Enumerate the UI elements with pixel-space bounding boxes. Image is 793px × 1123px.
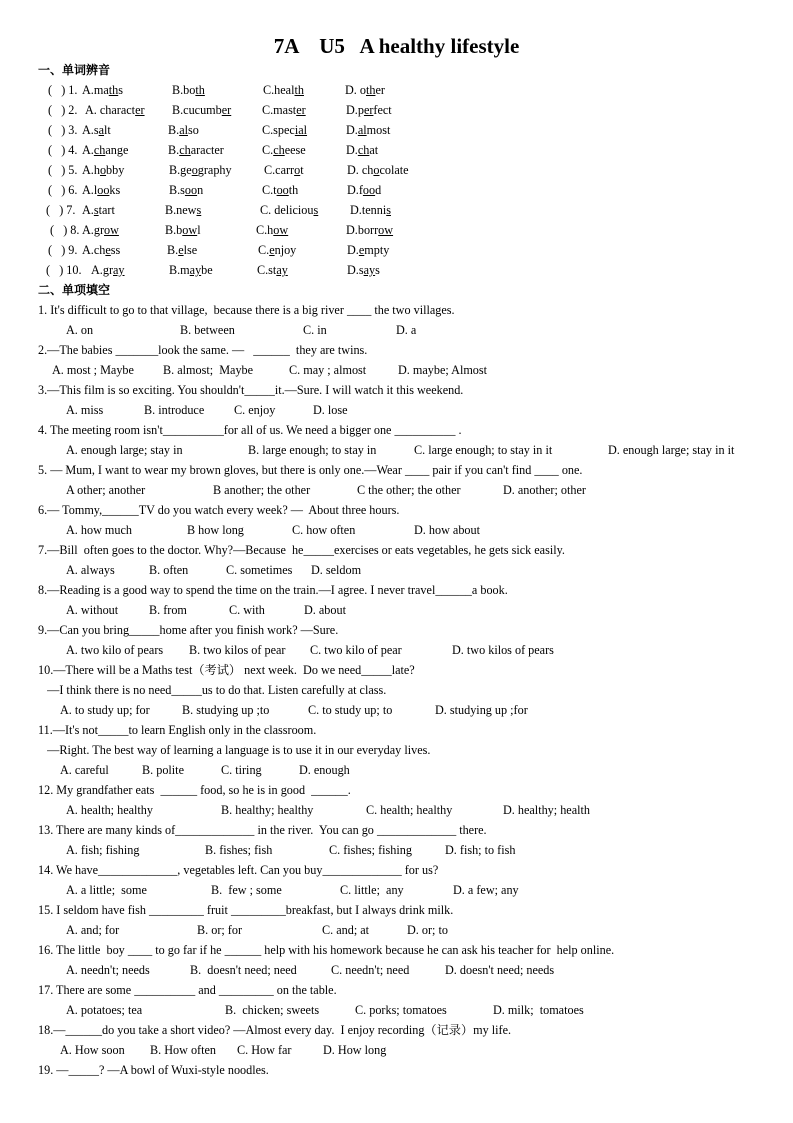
underlined-letters: ch — [93, 143, 106, 157]
answer-option: C. how often — [292, 523, 356, 537]
answer-option: B. chicken; sweets — [225, 1003, 320, 1017]
word-option: D.chat — [346, 143, 379, 157]
answer-option: B. two kilos of pear — [189, 643, 286, 657]
answer-option: D. studying up ;for — [435, 703, 528, 717]
underlined-letters: s — [386, 203, 391, 217]
answer-bracket: ( ) 7. — [46, 203, 76, 217]
word-option: D.empty — [347, 243, 390, 257]
question-stem-continued: —I think there is no need_____us to do that. Listen carefully at class. — [38, 683, 387, 697]
word-option: D.perfect — [346, 103, 392, 117]
word-option: A.looks — [82, 183, 121, 197]
answer-option: C. in — [303, 323, 327, 337]
underlined-letters: ch — [357, 143, 370, 157]
question-stem: 6.— Tommy,______TV do you watch every week? — About three hours. — [38, 503, 400, 517]
answer-option: B. polite — [142, 763, 184, 777]
answer-option: C. may ; almost — [289, 363, 367, 377]
word-option: B.else — [167, 243, 198, 257]
answer-option: B. large enough; to stay in — [248, 443, 377, 457]
section-heading: 一、单词辨音 — [38, 63, 111, 77]
answer-option: D. how about — [414, 523, 481, 537]
word-option: C. delicious — [260, 203, 319, 217]
answer-option: D. or; to — [407, 923, 448, 937]
answer-option: D. enough — [299, 763, 350, 777]
word-option: A.change — [82, 143, 129, 157]
underlined-letters: ow — [104, 223, 119, 237]
question-stem: 11.—It's not_____to learn English only in the classroom. — [38, 723, 317, 737]
question-stem: 4. The meeting room isn't__________for all of us. We need a bigger one __________ . — [38, 423, 462, 437]
answer-option: B. between — [180, 323, 235, 337]
underlined-letters: er — [363, 103, 374, 117]
underlined-letters: e — [178, 243, 184, 257]
question-stem: 12. My grandfather eats ______ food, so he is in good ______. — [38, 783, 351, 797]
answer-option: A. fish; fishing — [66, 843, 140, 857]
answer-option: B. healthy; healthy — [221, 803, 314, 817]
underlined-letters: ch — [179, 143, 191, 157]
answer-option: C. large enough; to stay in it — [414, 443, 553, 457]
answer-bracket: ( ) 5. — [48, 163, 78, 177]
word-option: C.tooth — [262, 183, 299, 197]
word-option: A.hobby — [82, 163, 125, 177]
question-stem: 19. —_____? —A bowl of Wuxi-style noodles. — [38, 1063, 269, 1077]
answer-option: A. health; healthy — [66, 803, 153, 817]
word-option: B.bowl — [165, 223, 201, 237]
question-stem: 8.—Reading is a good way to spend the time on the train.—I agree. I never travel______a book. — [38, 583, 508, 597]
word-option: C.master — [262, 103, 306, 117]
question-stem-continued: —Right. The best way of learning a language is to use it in our everyday lives. — [38, 743, 431, 757]
answer-option: A. a little; some — [66, 883, 147, 897]
underlined-letters: s — [313, 203, 319, 217]
underlined-letters: th — [108, 83, 119, 97]
word-option: D.food — [347, 183, 382, 197]
answer-option: A. always — [66, 563, 115, 577]
word-option: A.maths — [82, 83, 123, 97]
question-stem: 15. I seldom have fish _________ fruit _________breakfast, but I always drink milk. — [38, 903, 454, 917]
word-option: B.geography — [169, 163, 232, 177]
underlined-letters: ay — [363, 263, 376, 277]
underlined-letters: ay — [189, 263, 202, 277]
question-stem: 9.—Can you bring_____home after you finish work? —Sure. — [38, 623, 339, 637]
answer-option: C. with — [229, 603, 265, 617]
underlined-letters: th — [195, 83, 205, 97]
answer-bracket: ( ) 1. — [48, 83, 78, 97]
word-option: C.cheese — [262, 143, 306, 157]
word-option: A. character — [85, 103, 145, 117]
answer-option: A. potatoes; tea — [66, 1003, 143, 1017]
answer-option: C. needn't; need — [331, 963, 410, 977]
answer-option: A. how much — [66, 523, 133, 537]
word-option: C.how — [256, 223, 289, 237]
underlined-letters: oo — [362, 183, 376, 197]
word-option: B.maybe — [169, 263, 213, 277]
answer-option: D. enough large; stay in it — [608, 443, 735, 457]
underlined-letters: ow — [378, 223, 394, 237]
underlined-letters: o — [99, 163, 107, 177]
answer-bracket: ( ) 8. — [50, 223, 80, 237]
underlined-letters: th — [294, 83, 304, 97]
answer-option: D. about — [304, 603, 346, 617]
answer-option: D. healthy; health — [503, 803, 590, 817]
underlined-letters: oo — [184, 183, 198, 197]
word-option: D.borrow — [346, 223, 394, 237]
answer-option: A. and; for — [66, 923, 120, 937]
word-option: B.both — [172, 83, 205, 97]
answer-option: B another; the other — [213, 483, 311, 497]
word-option: D. chocolate — [347, 163, 409, 177]
underlined-letters: ow — [182, 223, 198, 237]
answer-option: C. health; healthy — [366, 803, 453, 817]
word-option: C.carrot — [264, 163, 304, 177]
underlined-letters: o — [191, 163, 198, 177]
underlined-letters: ch — [273, 143, 285, 157]
word-option: A.gray — [91, 263, 125, 277]
answer-option: D. maybe; Almost — [398, 363, 488, 377]
word-option: B.news — [165, 203, 202, 217]
page-title: 7A U5 A healthy lifestyle — [273, 34, 520, 58]
underlined-letters: ay — [276, 263, 288, 277]
answer-option: C. How far — [237, 1043, 292, 1057]
word-option: D. other — [345, 83, 385, 97]
underlined-letters: o — [373, 163, 380, 177]
underlined-letters: oo — [276, 183, 289, 197]
word-option: A.grow — [82, 223, 119, 237]
question-stem: 10.—There will be a Maths test（考试） next week. Do we need_____late? — [38, 663, 415, 677]
answer-option: D. How long — [323, 1043, 387, 1057]
answer-option: C. and; at — [322, 923, 370, 937]
word-option: A.chess — [82, 243, 121, 257]
answer-option: C the other; the other — [357, 483, 461, 497]
question-stem: 3.—This film is so exciting. You shouldn't_____it.—Sure. I will watch it this weekend. — [38, 383, 464, 397]
word-option: C.enjoy — [258, 243, 297, 257]
answer-option: A. enough large; stay in — [66, 443, 183, 457]
answer-option: A other; another — [66, 483, 146, 497]
question-stem: 14. We have_____________, vegetables left. Can you buy_____________ for us? — [38, 863, 439, 877]
answer-option: A. to study up; for — [60, 703, 150, 717]
answer-option: D. lose — [313, 403, 348, 417]
answer-option: B. introduce — [144, 403, 205, 417]
answer-option: B. often — [149, 563, 189, 577]
underlined-letters: er — [135, 103, 145, 117]
answer-option: C. tiring — [221, 763, 262, 777]
answer-option: D. milk; tomatoes — [493, 1003, 584, 1017]
question-stem: 5. — Mum, I want to wear my brown gloves, but there is only one.—Wear ____ pair if you can't find ____ one. — [38, 463, 583, 477]
word-option: B.character — [168, 143, 224, 157]
underlined-letters: e — [358, 243, 365, 257]
answer-option: A. most ; Maybe — [52, 363, 134, 377]
answer-option: D. doesn't need; needs — [445, 963, 555, 977]
word-option: D.tennis — [350, 203, 391, 217]
underlined-letters: ow — [273, 223, 289, 237]
underlined-letters: s — [93, 203, 99, 217]
answer-option: B. from — [149, 603, 187, 617]
word-option: B.also — [168, 123, 199, 137]
question-stem: 13. There are many kinds of_____________ in the river. You can go _____________ there. — [38, 823, 487, 837]
question-stem: 18.—______do you take a short video? —Almost every day. I enjoy recording（记录）my life. — [38, 1023, 512, 1037]
answer-option: C. fishes; fishing — [329, 843, 412, 857]
answer-option: A. two kilo of pears — [66, 643, 164, 657]
word-option: C.health — [263, 83, 304, 97]
question-stem: 1. It's difficult to go to that village, because there is a big river ____ the two villages. — [38, 303, 455, 317]
answer-option: B. How often — [150, 1043, 217, 1057]
answer-option: A. without — [66, 603, 119, 617]
answer-option: A. needn't; needs — [66, 963, 150, 977]
answer-option: C. enjoy — [234, 403, 276, 417]
word-option: A.start — [82, 203, 115, 217]
answer-option: A. How soon — [60, 1043, 125, 1057]
answer-option: B. fishes; fish — [205, 843, 273, 857]
underlined-letters: o — [294, 163, 301, 177]
underlined-letters: er — [221, 103, 232, 117]
answer-option: D. another; other — [503, 483, 586, 497]
word-option: D.almost — [346, 123, 391, 137]
answer-option: B. few ; some — [211, 883, 282, 897]
answer-option: A. miss — [66, 403, 104, 417]
answer-option: B. doesn't need; need — [190, 963, 297, 977]
answer-option: A. careful — [60, 763, 109, 777]
answer-bracket: ( ) 3. — [48, 123, 78, 137]
answer-option: D. a few; any — [453, 883, 519, 897]
answer-bracket: ( ) 9. — [48, 243, 78, 257]
underlined-letters: al — [357, 123, 367, 137]
answer-option: B. or; for — [197, 923, 243, 937]
underlined-letters: e — [269, 243, 275, 257]
word-option: B.cucumber — [172, 103, 232, 117]
underlined-letters: ay — [113, 263, 125, 277]
answer-bracket: ( ) 4. — [48, 143, 78, 157]
answer-option: A. on — [66, 323, 94, 337]
underlined-letters: th — [366, 83, 376, 97]
answer-option: C. two kilo of pear — [310, 643, 402, 657]
answer-option: D. fish; to fish — [445, 843, 516, 857]
underlined-letters: s — [196, 203, 202, 217]
answer-option: D. a — [396, 323, 417, 337]
question-stem: 2.—The babies _______look the same. — ______ they are twins. — [38, 343, 368, 357]
section-heading: 二、单项填空 — [38, 283, 111, 297]
underlined-letters: al — [179, 123, 188, 137]
answer-bracket: ( ) 10. — [46, 263, 82, 277]
question-stem: 16. The little boy ____ to go far if he ______ help with his homework because he can ask his teacher for help online. — [38, 943, 615, 957]
answer-option: D. two kilos of pears — [452, 643, 554, 657]
answer-option: C. little; any — [340, 883, 404, 897]
question-stem: 7.—Bill often goes to the doctor. Why?—Because he_____exercises or eats vegetables, he gets sick easily. — [38, 543, 565, 557]
word-option: C.special — [262, 123, 308, 137]
question-stem: 17. There are some __________ and _________ on the table. — [38, 983, 337, 997]
word-option: A.salt — [82, 123, 111, 137]
answer-option: B how long — [187, 523, 244, 537]
answer-option: C. porks; tomatoes — [355, 1003, 447, 1017]
answer-option: B. almost; Maybe — [163, 363, 254, 377]
word-option: B.soon — [169, 183, 204, 197]
answer-option: C. sometimes — [226, 563, 293, 577]
word-option: D.says — [347, 263, 380, 277]
word-option: C.stay — [257, 263, 288, 277]
answer-bracket: ( ) 2. — [48, 103, 78, 117]
answer-bracket: ( ) 6. — [48, 183, 78, 197]
underlined-letters: oo — [97, 183, 110, 197]
answer-option: D. seldom — [311, 563, 362, 577]
underlined-letters: ial — [294, 123, 308, 137]
underlined-letters: e — [105, 243, 111, 257]
underlined-letters: a — [98, 123, 105, 137]
answer-option: C. to study up; to — [308, 703, 393, 717]
answer-option: B. studying up ;to — [182, 703, 270, 717]
underlined-letters: er — [296, 103, 306, 117]
